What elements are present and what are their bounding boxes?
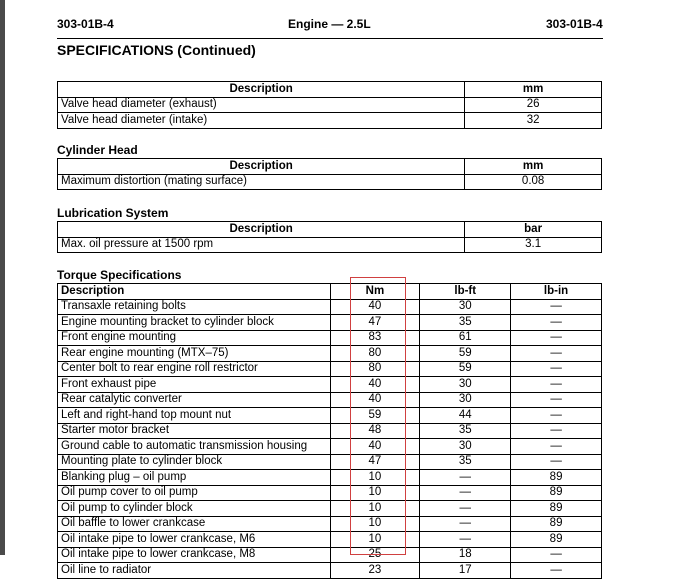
table-row bbox=[58, 532, 602, 548]
row-description: Rear catalytic converter bbox=[58, 392, 331, 408]
table-row bbox=[58, 346, 602, 362]
table-row bbox=[58, 485, 602, 501]
row-description: Oil intake pipe to lower crankcase, M8 bbox=[58, 547, 331, 563]
row-lb-ft: 59 bbox=[420, 361, 511, 377]
row-nm: 83 bbox=[330, 330, 420, 346]
row-value: 32 bbox=[465, 113, 602, 129]
section-title-torque: Torque Specifications bbox=[57, 268, 182, 282]
row-lb-ft: — bbox=[420, 516, 511, 532]
table-row bbox=[58, 237, 602, 253]
row-lb-in: — bbox=[511, 439, 602, 455]
row-description: Engine mounting bracket to cylinder block bbox=[58, 315, 331, 331]
row-value: 3.1 bbox=[465, 237, 602, 253]
column-header-description: Description bbox=[58, 284, 331, 300]
table-row bbox=[58, 563, 602, 579]
row-description: Maximum distortion (mating surface) bbox=[58, 174, 465, 190]
row-lb-in: — bbox=[511, 299, 602, 315]
column-header-mm: mm bbox=[465, 82, 602, 98]
row-nm: 10 bbox=[330, 501, 420, 517]
row-description: Mounting plate to cylinder block bbox=[58, 454, 331, 470]
row-lb-ft: 17 bbox=[420, 563, 511, 579]
row-nm: 47 bbox=[330, 454, 420, 470]
table-header-row bbox=[58, 159, 602, 175]
lubrication-table bbox=[57, 221, 602, 253]
page-title: SPECIFICATIONS (Continued) bbox=[57, 42, 256, 58]
table-row bbox=[58, 299, 602, 315]
row-value: 26 bbox=[465, 97, 602, 113]
header-title: Engine — 2.5L bbox=[288, 17, 371, 31]
row-description: Center bolt to rear engine roll restrictor bbox=[58, 361, 331, 377]
row-nm: 80 bbox=[330, 361, 420, 377]
row-lb-in: 89 bbox=[511, 470, 602, 486]
row-value: 0.08 bbox=[465, 174, 602, 190]
row-lb-ft: 30 bbox=[420, 392, 511, 408]
row-lb-ft: 61 bbox=[420, 330, 511, 346]
row-lb-in: 89 bbox=[511, 532, 602, 548]
torque-spec-table bbox=[57, 283, 602, 579]
row-lb-in: — bbox=[511, 563, 602, 579]
row-nm: 40 bbox=[330, 392, 420, 408]
row-description: Max. oil pressure at 1500 rpm bbox=[58, 237, 465, 253]
header-rule bbox=[57, 38, 603, 39]
row-description: Transaxle retaining bolts bbox=[58, 299, 331, 315]
row-description: Left and right-hand top mount nut bbox=[58, 408, 331, 424]
row-lb-ft: — bbox=[420, 470, 511, 486]
row-lb-ft: — bbox=[420, 485, 511, 501]
row-description: Oil line to radiator bbox=[58, 563, 331, 579]
row-nm: 48 bbox=[330, 423, 420, 439]
row-nm: 10 bbox=[330, 516, 420, 532]
row-description: Oil pump cover to oil pump bbox=[58, 485, 331, 501]
row-lb-in: 89 bbox=[511, 501, 602, 517]
row-nm: 59 bbox=[330, 408, 420, 424]
row-lb-ft: 30 bbox=[420, 299, 511, 315]
table-header-row bbox=[58, 284, 602, 300]
row-nm: 40 bbox=[330, 439, 420, 455]
row-nm: 40 bbox=[330, 299, 420, 315]
table-row bbox=[58, 439, 602, 455]
table-row bbox=[58, 113, 602, 129]
row-description: Valve head diameter (exhaust) bbox=[58, 97, 465, 113]
row-description: Oil baffle to lower crankcase bbox=[58, 516, 331, 532]
row-description: Front exhaust pipe bbox=[58, 377, 331, 393]
table-header-row bbox=[58, 222, 602, 238]
header-section-number-left: 303-01B-4 bbox=[57, 17, 114, 31]
column-header-mm: mm bbox=[465, 159, 602, 175]
row-description: Starter motor bracket bbox=[58, 423, 331, 439]
row-nm: 80 bbox=[330, 346, 420, 362]
table-row bbox=[58, 392, 602, 408]
row-lb-ft: 59 bbox=[420, 346, 511, 362]
row-nm: 10 bbox=[330, 485, 420, 501]
window-left-edge bbox=[0, 0, 5, 555]
row-description: Blanking plug – oil pump bbox=[58, 470, 331, 486]
row-description: Oil intake pipe to lower crankcase, M6 bbox=[58, 532, 331, 548]
table-row bbox=[58, 174, 602, 190]
row-lb-in: — bbox=[511, 408, 602, 424]
row-lb-in: 89 bbox=[511, 485, 602, 501]
column-header-description: Description bbox=[58, 82, 465, 98]
table-row bbox=[58, 470, 602, 486]
row-nm: 47 bbox=[330, 315, 420, 331]
row-lb-in: — bbox=[511, 361, 602, 377]
row-nm: 23 bbox=[330, 563, 420, 579]
row-nm: 25 bbox=[330, 547, 420, 563]
row-nm: 10 bbox=[330, 470, 420, 486]
section-title-lubrication: Lubrication System bbox=[57, 206, 169, 220]
cylinder-head-table bbox=[57, 158, 602, 190]
row-lb-ft: 35 bbox=[420, 423, 511, 439]
row-lb-in: — bbox=[511, 377, 602, 393]
table-row bbox=[58, 361, 602, 377]
row-lb-in: — bbox=[511, 346, 602, 362]
row-lb-ft: 30 bbox=[420, 439, 511, 455]
row-nm: 10 bbox=[330, 532, 420, 548]
row-lb-in: — bbox=[511, 330, 602, 346]
row-lb-ft: 44 bbox=[420, 408, 511, 424]
table-row bbox=[58, 330, 602, 346]
table-row bbox=[58, 315, 602, 331]
row-lb-in: — bbox=[511, 315, 602, 331]
row-lb-ft: — bbox=[420, 532, 511, 548]
column-header-lb-ft: lb-ft bbox=[420, 284, 511, 300]
valve-spec-table bbox=[57, 81, 602, 129]
row-lb-in: — bbox=[511, 454, 602, 470]
table-row bbox=[58, 423, 602, 439]
row-lb-ft: 30 bbox=[420, 377, 511, 393]
table-row bbox=[58, 97, 602, 113]
table-row bbox=[58, 408, 602, 424]
row-description: Front engine mounting bbox=[58, 330, 331, 346]
column-header-lb-in: lb-in bbox=[511, 284, 602, 300]
row-lb-ft: 35 bbox=[420, 315, 511, 331]
row-lb-ft: 18 bbox=[420, 547, 511, 563]
table-row bbox=[58, 501, 602, 517]
table-row bbox=[58, 377, 602, 393]
section-title-cylinder-head: Cylinder Head bbox=[57, 143, 138, 157]
row-nm: 40 bbox=[330, 377, 420, 393]
column-header-description: Description bbox=[58, 222, 465, 238]
table-row bbox=[58, 516, 602, 532]
row-description: Valve head diameter (intake) bbox=[58, 113, 465, 129]
column-header-bar: bar bbox=[465, 222, 602, 238]
table-row bbox=[58, 454, 602, 470]
row-lb-in: — bbox=[511, 423, 602, 439]
header-section-number-right: 303-01B-4 bbox=[546, 17, 603, 31]
row-lb-ft: 35 bbox=[420, 454, 511, 470]
table-header-row bbox=[58, 82, 602, 98]
row-description: Ground cable to automatic transmission housing bbox=[58, 439, 331, 455]
column-header-description: Description bbox=[58, 159, 465, 175]
row-lb-in: — bbox=[511, 392, 602, 408]
column-header-nm: Nm bbox=[330, 284, 420, 300]
row-lb-in: 89 bbox=[511, 516, 602, 532]
row-lb-in: — bbox=[511, 547, 602, 563]
row-description: Oil pump to cylinder block bbox=[58, 501, 331, 517]
row-lb-ft: — bbox=[420, 501, 511, 517]
row-description: Rear engine mounting (MTX–75) bbox=[58, 346, 331, 362]
